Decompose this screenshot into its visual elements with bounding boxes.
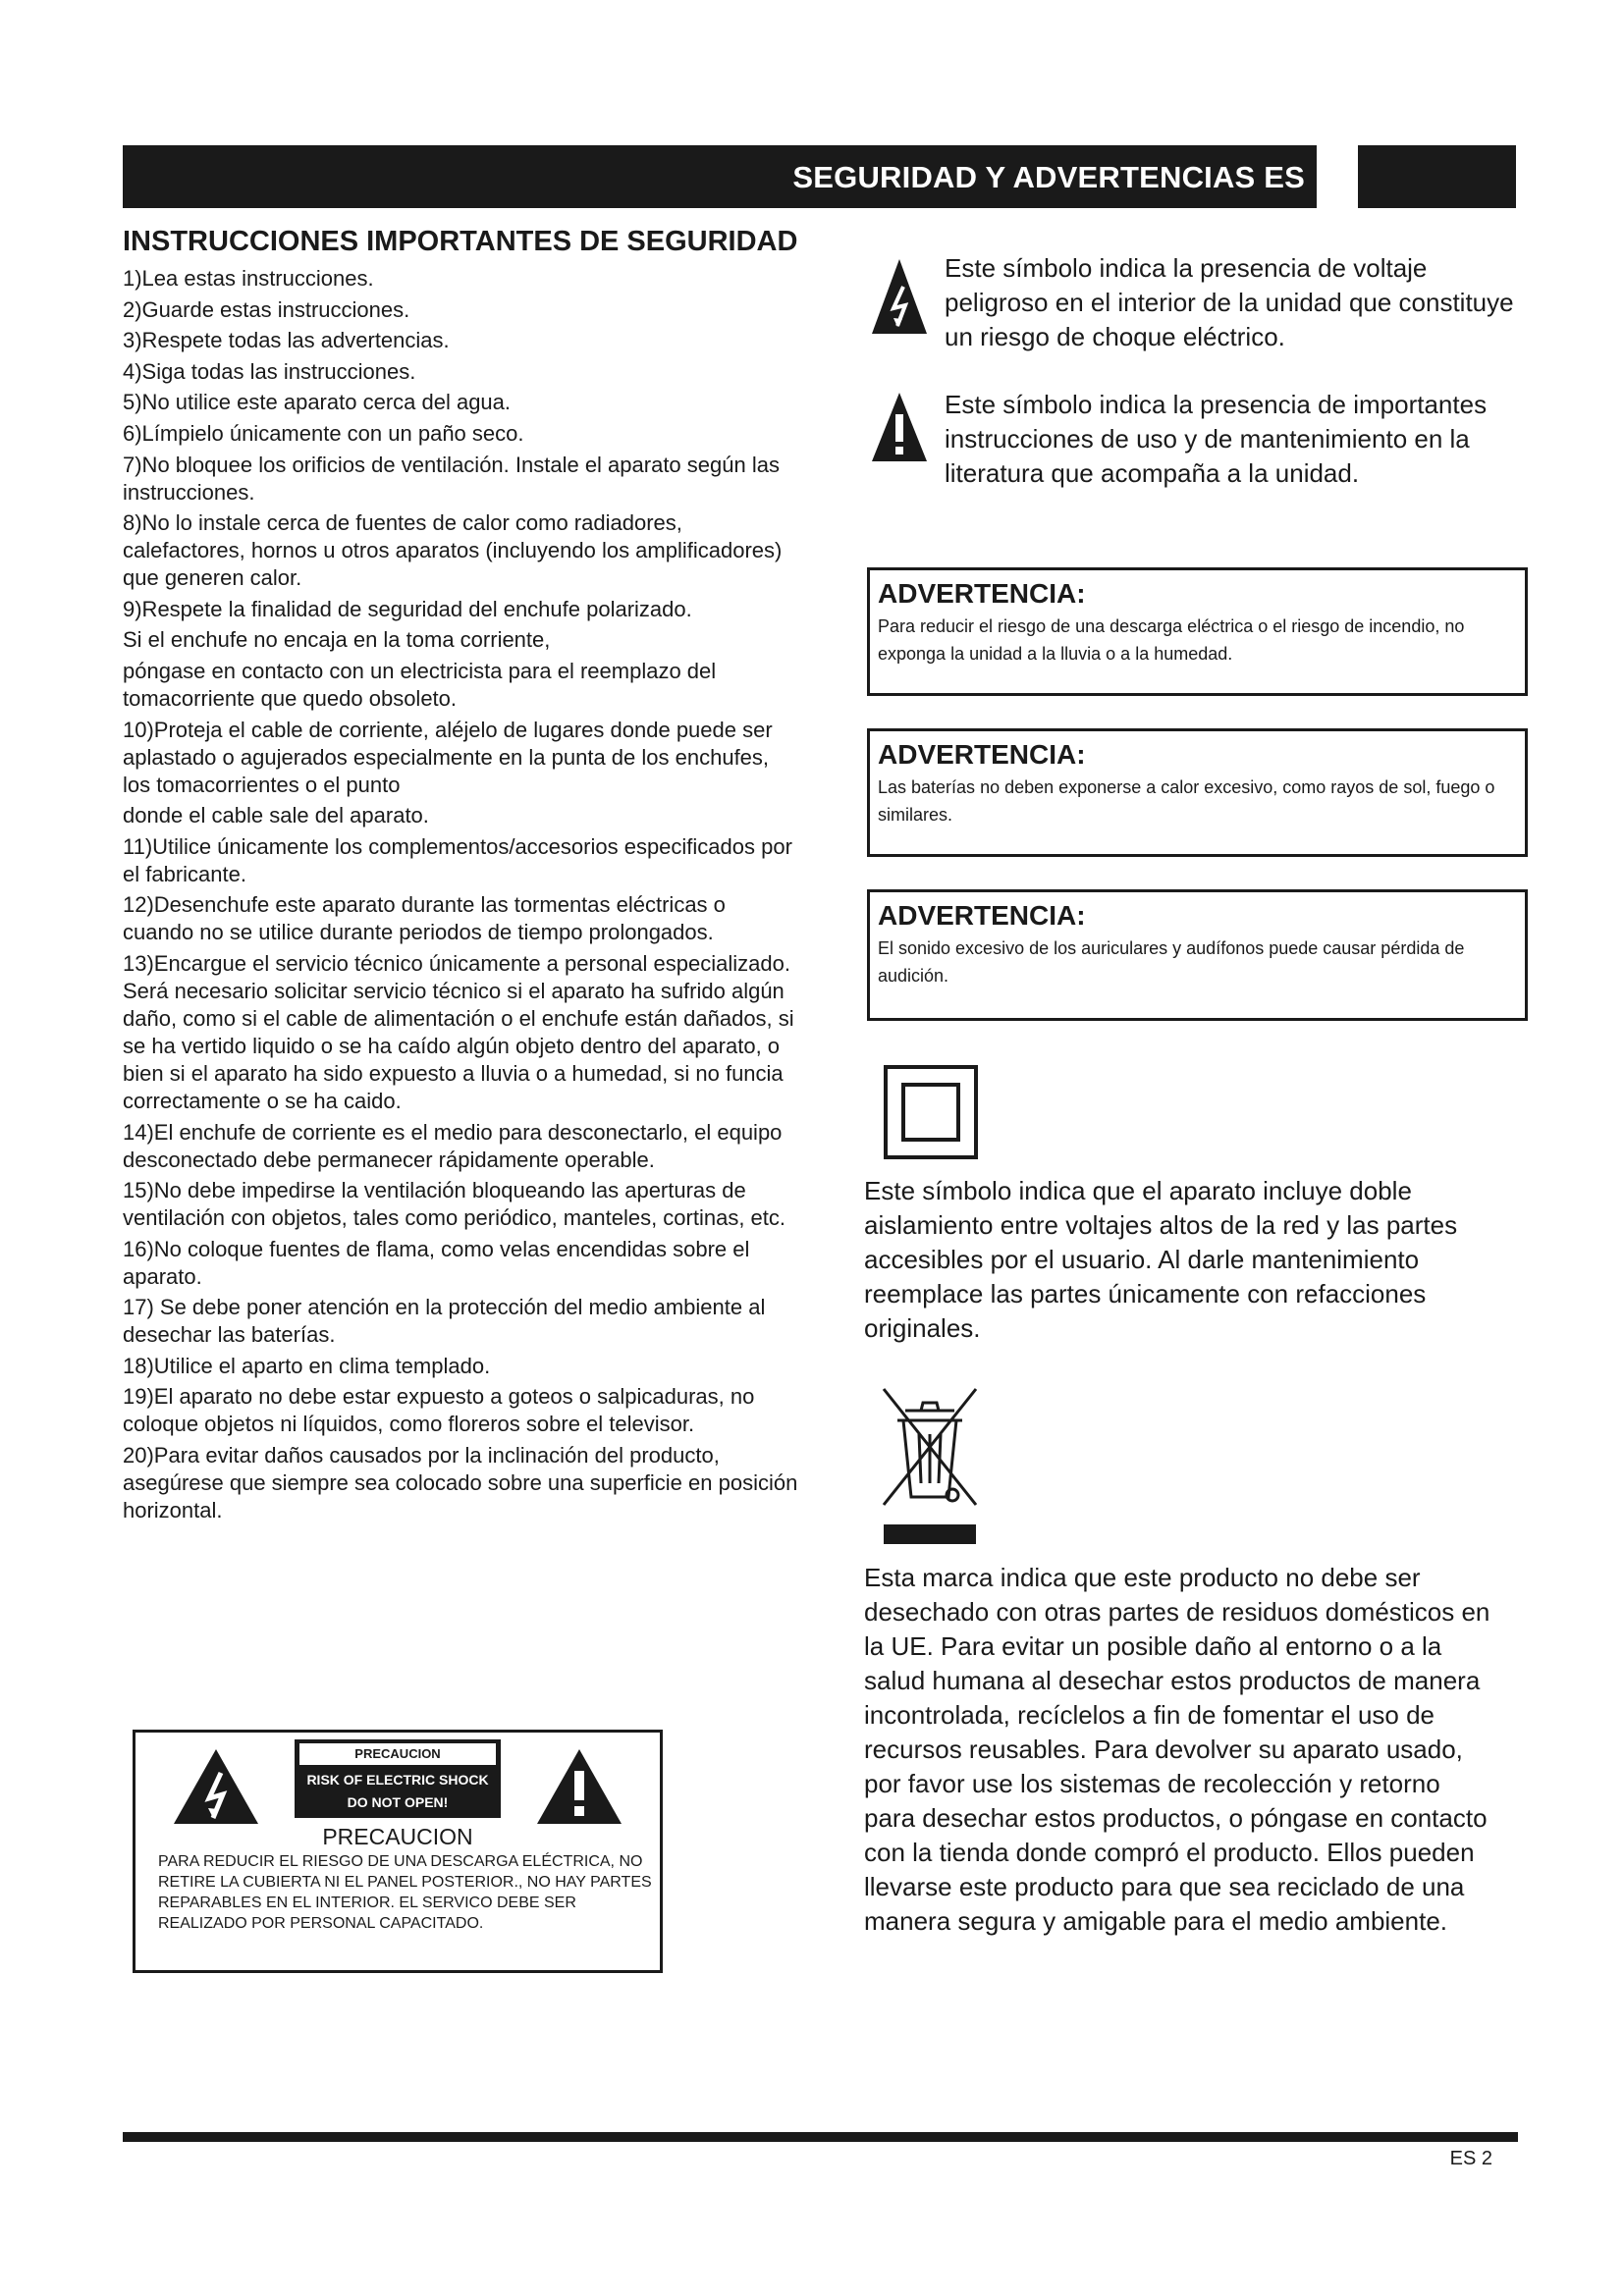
lightning-hazard-icon xyxy=(870,257,929,336)
warning-exclamation-icon xyxy=(535,1747,623,1826)
warning-title: ADVERTENCIA: xyxy=(878,739,1086,770)
instruction-item: 1)Lea estas instrucciones. xyxy=(123,266,374,291)
warning-box xyxy=(867,567,1528,696)
instruction-item: 13)Encargue el servicio técnico únicamente a personal especializado. Será necesario solicitar servicio técnico si el aparato ha sufrido algún daño, como si el cable de alimentación o el enchufe están dañados, si se ha vertido liquido o se ha caído algún objeto dentro del aparato, o bien si el aparato ha sido expuesto a lluvia o a humedad, si no funcia correctamente o se ha caido. xyxy=(123,950,794,1113)
instruction-item: 17) Se debe poner atención en la protección del medio ambiente al desechar las baterías. xyxy=(123,1295,766,1348)
section-heading: INSTRUCCIONES IMPORTANTES DE SEGURIDAD xyxy=(123,226,798,257)
weee-bin-icon xyxy=(876,1381,984,1548)
warning-text: Para reducir el riesgo de una descarga eléctrica o el riesgo de incendio, no exponga la unidad a la lluvia o a la humedad. xyxy=(878,616,1465,664)
double-insulation-text: Este símbolo indica que el aparato incluye doble aislamiento entre voltajes altos de la red y las partes accesibles por el usuario. Al darle mantenimiento reemplace las partes únicamente con refacciones originales. xyxy=(864,1176,1458,1343)
warning-title: ADVERTENCIA: xyxy=(878,578,1086,609)
instruction-item: Si el enchufe no encaja en la toma corriente, xyxy=(123,627,551,653)
instruction-item: 14)El enchufe de corriente es el medio para desconectarlo, el equipo desconectado debe permanecer rápidamente operable. xyxy=(123,1119,783,1172)
caution-text: PARA REDUCIR EL RIESGO DE UNA DESCARGA ELÉCTRICA, NO RETIRE LA CUBIERTA NI EL PANEL POSTERIOR., NO HAY PARTES REPARABLES EN EL INTERIOR. EL SERVICO DEBE SER REALIZADO POR PERSONAL CAPACITADO. xyxy=(158,1853,652,1932)
instruction-item: 19)El aparato no debe estar expuesto a goteos o salpicaduras, no coloque objetos ni líquidos, como floreros sobre el televisor. xyxy=(123,1384,755,1437)
caution-title: PRECAUCION xyxy=(322,1824,473,1849)
weee-text: Esta marca indica que este producto no debe ser desechado con otras partes de residuos domésticos en la UE. Para evitar un posible daño al entorno o a la salud humana al desechar estos productos de manera incontrolada, recíclelos a fin de fomentar el uso de recursos reusables. Para devolver su aparato usado, por favor use los sistemas de recolección y retorno para desechar estos productos, o póngase en contacto con la tienda donde compró el producto. Ellos pueden llevarse este producto para que sea reciclado de una manera segura y amigable para el medio ambiente. xyxy=(864,1563,1490,1936)
warning-text: Las baterías no deben exponerse a calor excesivo, como rayos de sol, fuego o similares. xyxy=(878,777,1495,825)
instruction-item: 20)Para evitar daños causados por la inclinación del producto, asegúrese que siempre sea colocado sobre una superficie en posición horizontal. xyxy=(123,1443,798,1523)
caution-sticker-risk: RISK OF ELECTRIC SHOCK xyxy=(306,1772,489,1788)
double-insulation-icon xyxy=(884,1065,978,1159)
instruction-item: 8)No lo instale cerca de fuentes de calor como radiadores, calefactores, hornos u otros aparatos (incluyendo los amplificadores) que generen calor. xyxy=(123,510,783,591)
instruction-item: póngase en contacto con un electricista para el reemplazo del tomacorriente que quedo obsoleto. xyxy=(123,658,717,711)
page-number: ES 2 xyxy=(1449,2148,1492,2169)
instruction-item: 4)Siga todas las instrucciones. xyxy=(123,358,416,384)
instruction-list xyxy=(123,265,800,1528)
instruction-item: 6)Límpielo únicamente con un paño seco. xyxy=(123,420,524,446)
lightning-symbol-text: Este símbolo indica la presencia de voltaje peligroso en el interior de la unidad que constituye un riesgo de choque eléctrico. xyxy=(945,253,1514,351)
instruction-item: 2)Guarde estas instrucciones. xyxy=(123,296,410,322)
electric-hazard-icon xyxy=(172,1747,260,1826)
instruction-item: 3)Respete todas las advertencias. xyxy=(123,328,450,353)
instruction-item: 7)No bloquee los orificios de ventilación. Instale el aparato según las instrucciones. xyxy=(123,452,780,505)
page-title: SEGURIDAD Y ADVERTENCIAS ES xyxy=(792,160,1305,194)
exclamation-symbol-text: Este símbolo indica la presencia de importantes instrucciones de uso y de mantenimiento en la literatura que acompaña a la unidad. xyxy=(945,390,1488,488)
header-block xyxy=(1358,145,1516,208)
instruction-item: donde el cable sale del aparato. xyxy=(123,803,429,828)
warning-text: El sonido excesivo de los auriculares y audífonos puede causar pérdida de audición. xyxy=(878,938,1465,986)
footer-rule xyxy=(123,2132,1518,2142)
warning-box xyxy=(867,889,1528,1021)
instruction-item: 9)Respete la finalidad de seguridad del enchufe polarizado. xyxy=(123,596,692,621)
caution-sticker-title: PRECAUCION xyxy=(299,1743,496,1765)
caution-sticker-open: DO NOT OPEN! xyxy=(347,1794,449,1810)
instruction-item: 15)No debe impedirse la ventilación bloqueando las aperturas de ventilación con objetos, tales como periódico, manteles, cortinas, etc. xyxy=(123,1178,786,1231)
warning-box xyxy=(867,728,1528,857)
instruction-item: 12)Desenchufe este aparato durante las tormentas eléctricas o cuando no se utilice durante periodos de tiempo prolongados. xyxy=(123,892,726,945)
warning-title: ADVERTENCIA: xyxy=(878,900,1086,931)
exclamation-icon xyxy=(870,391,929,463)
instruction-item: 5)No utilice este aparato cerca del agua. xyxy=(123,390,512,415)
instruction-item: 11)Utilice únicamente los complementos/accesorios especificados por el fabricante. xyxy=(123,833,792,886)
instruction-item: 18)Utilice el aparto en clima templado. xyxy=(123,1353,491,1378)
instruction-item: 16)No coloque fuentes de flama, como velas encendidas sobre el aparato. xyxy=(123,1236,750,1289)
instruction-item: 10)Proteja el cable de corriente, aléjelo de lugares donde puede ser aplastado o agujerados especialmente en la punta de los enchufes, los tomacorrientes o el punto xyxy=(123,717,773,797)
